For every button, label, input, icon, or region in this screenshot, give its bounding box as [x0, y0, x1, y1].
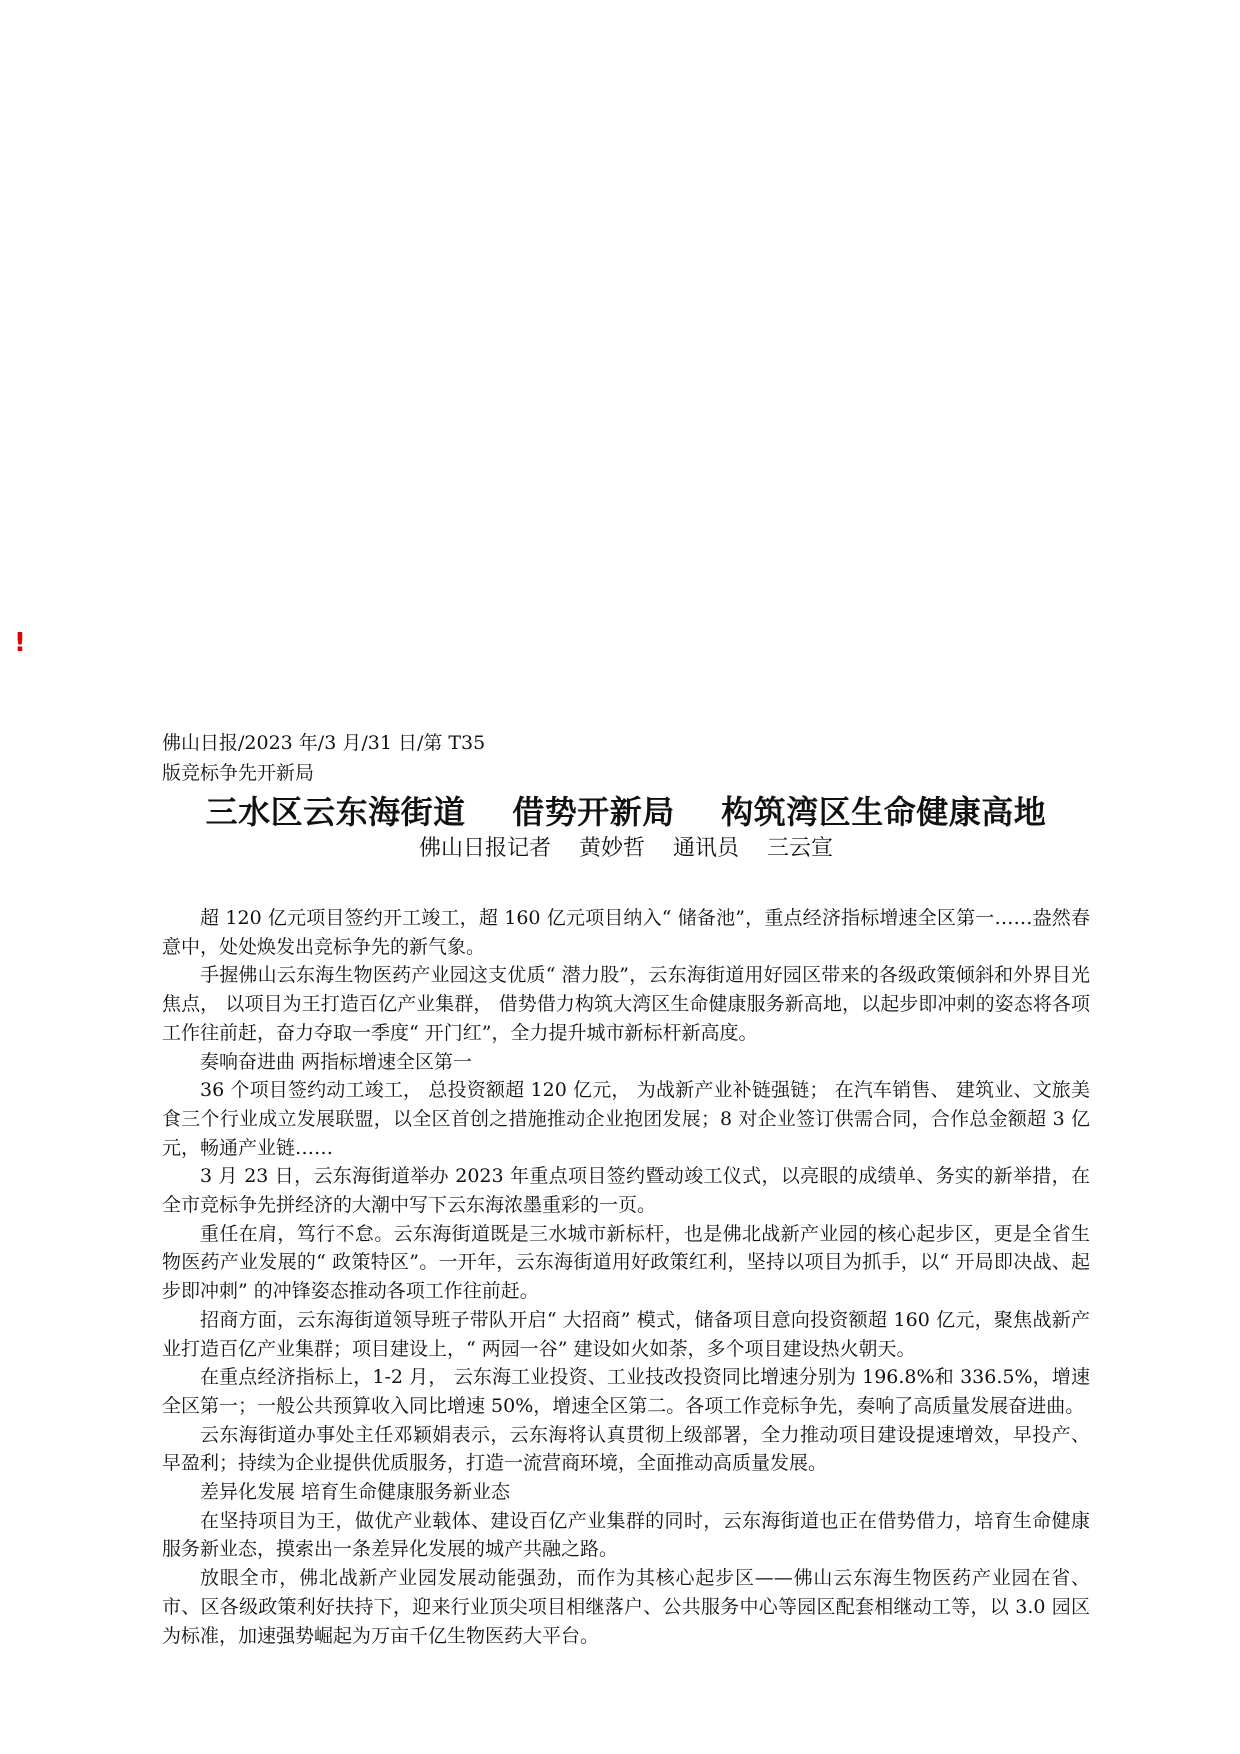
subheading: 差异化发展 培育生命健康服务新业态 [200, 1481, 511, 1504]
paragraph: 云东海街道办事处主任邓颖娟表示，云东海将认真贯彻上级部署，全力推动项目建设提速增效，早投产、早盈利；持续为企业提供优质服务，打造一流营商环境，全面推动高质量发展。 [162, 1423, 1090, 1475]
paragraph: 招商方面，云东海街道领导班子带队开启“ 大招商” 模式，储备项目意向投资额超 160 亿元，聚焦战新产业打造百亿产业集群；项目建设上，“ 两园一谷” 建设如火如荼，多个项目建设热火朝天。 [162, 1308, 1090, 1360]
red-exclamation-mark: ! [14, 628, 26, 658]
section-line: 版竞标争先开新局 [162, 762, 315, 784]
paragraph: 手握佛山云东海生物医药产业园这支优质“ 潜力股”，云东海街道用好园区带来的各级政策倾斜和外界目光焦点， 以项目为王打造百亿产业集群， 借势借力构筑大湾区生命健康服务新高地，以起步即冲刺的姿态将各项工作往前赶，奋力夺取一季度“ 开门红”，全力提升城市新标杆新高度。 [162, 964, 1090, 1044]
headline: 三水区云东海街道 借势开新局 构筑湾区生命健康高地 [205, 793, 1047, 831]
paragraph: 在坚持项目为王，做优产业载体、建设百亿产业集群的同时，云东海街道也正在借势借力，培育生命健康服务新业态，摸索出一条差异化发展的城产共融之路。 [162, 1509, 1090, 1561]
news-article [162, 728, 1090, 1650]
paragraph: 36 个项目签约动工竣工， 总投资额超 120 亿元， 为战新产业补链强链； 在汽车销售、 建筑业、文旅美食三个行业成立发展联盟，以全区首创之措施推动企业抱团发展；8 对企业签订供需合同，合作总金额超 3 亿元，畅通产业链…… [162, 1079, 1090, 1159]
paragraph: 3 月 23 日，云东海街道举办 2023 年重点项目签约暨动竣工仪式，以亮眼的成绩单、务实的新举措，在全市竞标争先拼经济的大潮中写下云东海浓墨重彩的一页。 [162, 1165, 1090, 1217]
paragraph: 超 120 亿元项目签约开工竣工，超 160 亿元项目纳入“ 储备池”，重点经济指标增速全区第一……盎然春意中，处处焕发出竞标争先的新气象。 [162, 907, 1090, 958]
byline: 佛山日报记者 黄妙哲 通讯员 三云宣 [419, 836, 833, 861]
paragraph: 在重点经济指标上，1-2 月， 云东海工业投资、工业技改投资同比增速分别为 196.8%和 336.5%，增速全区第一；一般公共预算收入同比增速 50%，增速全区第二。各项工作竞标争先，奏响了高质量发展奋进曲。 [162, 1366, 1090, 1417]
subheading: 奏响奋进曲 两指标增速全区第一 [200, 1050, 473, 1073]
paragraph: 放眼全市，佛北战新产业园发展动能强劲，而作为其核心起步区——佛山云东海生物医药产业园在省、市、区各级政策利好扶持下，迎来行业顶尖项目相继落户、公共服务中心等园区配套相继动工等，以 3.0 园区为标准，加速强势崛起为万亩千亿生物医药大平台。 [162, 1567, 1090, 1647]
article-body [162, 904, 1090, 1650]
paragraph: 重任在肩，笃行不怠。云东海街道既是三水城市新标杆，也是佛北战新产业园的核心起步区，更是全省生物医药产业发展的“ 政策特区”。一开年，云东海街道用好政策红利，坚持以项目为抓手，以“ 开局即决战、起步即冲刺” 的冲锋姿态推动各项工作往前赶。 [162, 1222, 1090, 1303]
source-line: 佛山日报/2023 年/3 月/31 日/第 T35 [162, 732, 486, 754]
